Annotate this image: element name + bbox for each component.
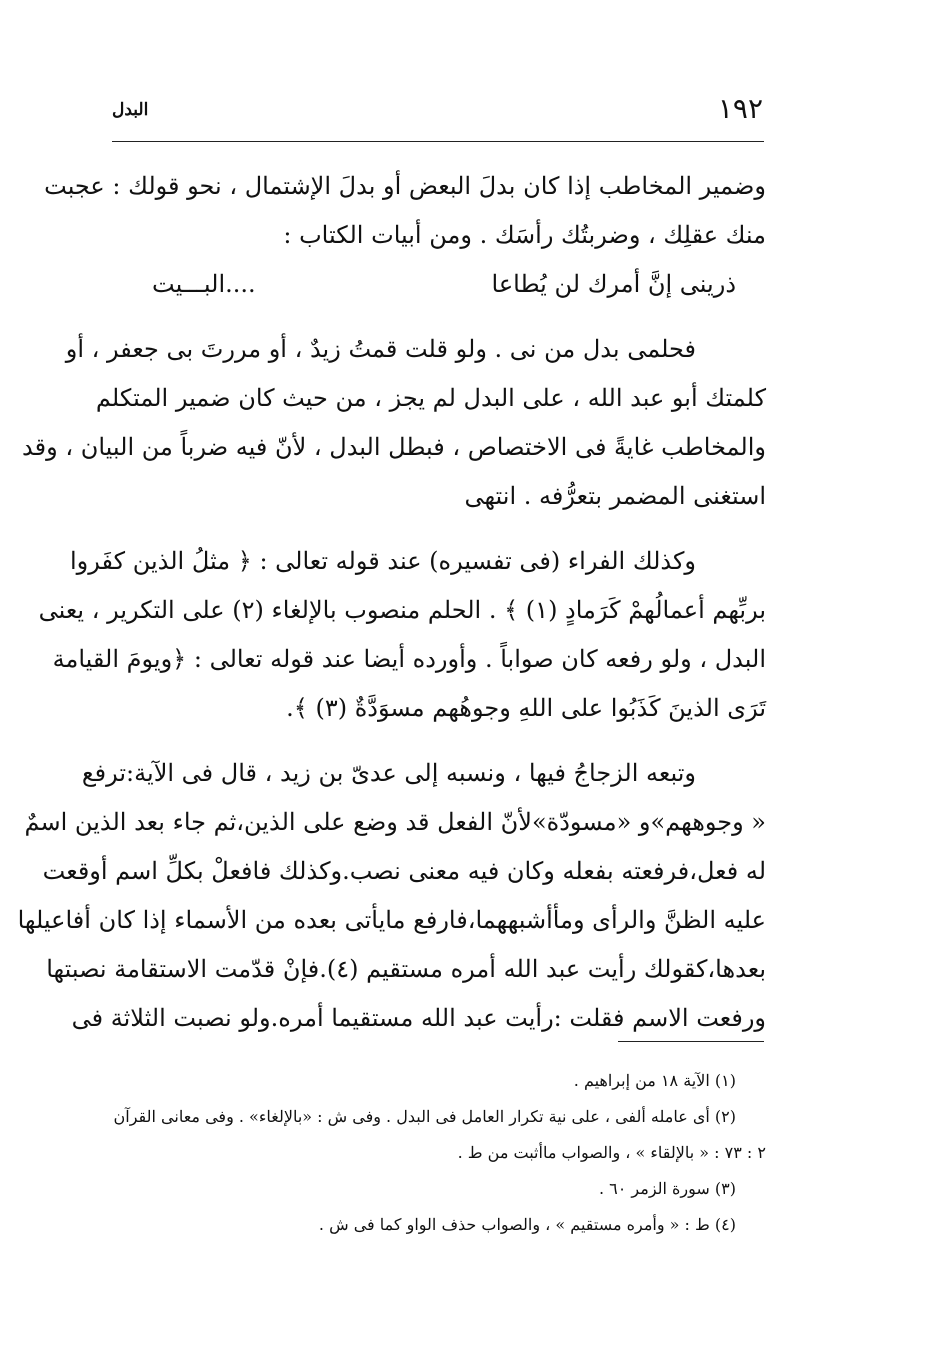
text-line: البدل ، ولو رفعه كان صواباً . وأورده أيضا عند قوله تعالى : ﴿ويومَ القيامة [52,645,766,673]
text-line: فحلمى بدل من نى . ولو قلت قمتُ زيدٌ ، أو مررتَ بى جعفر ، أو [65,335,696,363]
text-line: وكذلك الفراء (فى تفسيره) عند قوله تعالى : ﴿ مثلُ الذين كفَروا [70,547,696,575]
text-line: بعدها،كقولك رأيت عبد الله أمره مستقيم (٤).فإنْ قدّمت الاستقامة نصبتها [46,955,766,983]
verse-hemistich: ذرينى إنَّ أمرك لن يُطاعا [491,270,736,298]
page-header [112,92,763,132]
header-divider [112,141,764,142]
footnote: (٣) سورة الزمر ٦٠ . [598,1179,736,1198]
verse [112,260,766,309]
footnote: (٢) أى عامله ألفى ، على نية تكرار العامل فى البدل . وفى ش : «بالإلغاء» . وفى معانى القرآن [113,1107,736,1126]
text-line: ورفعت الاسم فقلت :رأيت عبد الله مستقيما أمره.ولو نصبت الثلاثة فى [71,1004,766,1032]
text-line: وتبعه الزجاجُ فيها ، ونسبه إلى عدىّ بن زيد ، قال فى الآية:ترفع [81,759,696,787]
footnote: (١) الآية ١٨ من إبراهيم . [573,1071,736,1090]
text-line: والمخاطب غايةً فى الاختصاص ، فبطل البدل ، لأنّ فيه ضرباً من البيان ، وقد [22,433,766,461]
text-line: تَرَى الذينَ كَذَبُوا على اللهِ وجوهُهم مسوَدَّةٌ (٣) ﴾. [286,694,766,722]
text-line: بربِّهم أعمالُهمْ كَرَمادٍ (١) ﴾ . الحلم منصوب بالإلغاء (٢) على التكرير ، يعنى [38,596,766,624]
footnotes [112,1063,766,1243]
text-line: وضمير المخاطب إذا كان بدلَ البعض أو بدلَ الإشتمال ، نحو قولك : عجبت [44,172,766,200]
text-line: « وجوههم»و «مسودّة»لأنّ الفعل قد وضع على الذين،ثم جاء بعد الذين اسمٌ [24,808,766,836]
text-line: له فعل،فرفعته بفعله وكان فيه معنى نصب.وكذلك فافعلْ بكلِّ اسم أوقعت [42,857,766,885]
text-line: استغنى المضمر بتعرُّفه . انتهى [464,482,766,510]
footnote-continuation: ٢ : ٧٣ : « بالإلقاء » ، والصواب ماأثبت من ط . [457,1143,766,1162]
footnote-divider [618,1041,764,1042]
main-text [17,162,766,1043]
chapter-title: البدل [112,100,149,120]
page-number: ١٩٢ [717,92,763,125]
footnote: (٤) ط : « وأمره مستقيم » ، والصواب حذف الواو كما فى ش . [318,1215,736,1234]
text-line: كلمتك أبو عبد الله ، على البدل لم يجز ، من حيث كان ضمير المتكلم [95,384,766,412]
text-line: عليه الظنَّ والرأى ومأأشبههما،فارفع مايأتى بعده من الأسماء إذا كان أفاعيلها [17,906,766,934]
text-line: منك عقلِك ، وضربتُك رأسَك . ومن أبيات الكتاب : [283,221,766,249]
verse-hemistich: ....البـــيت [152,270,256,298]
